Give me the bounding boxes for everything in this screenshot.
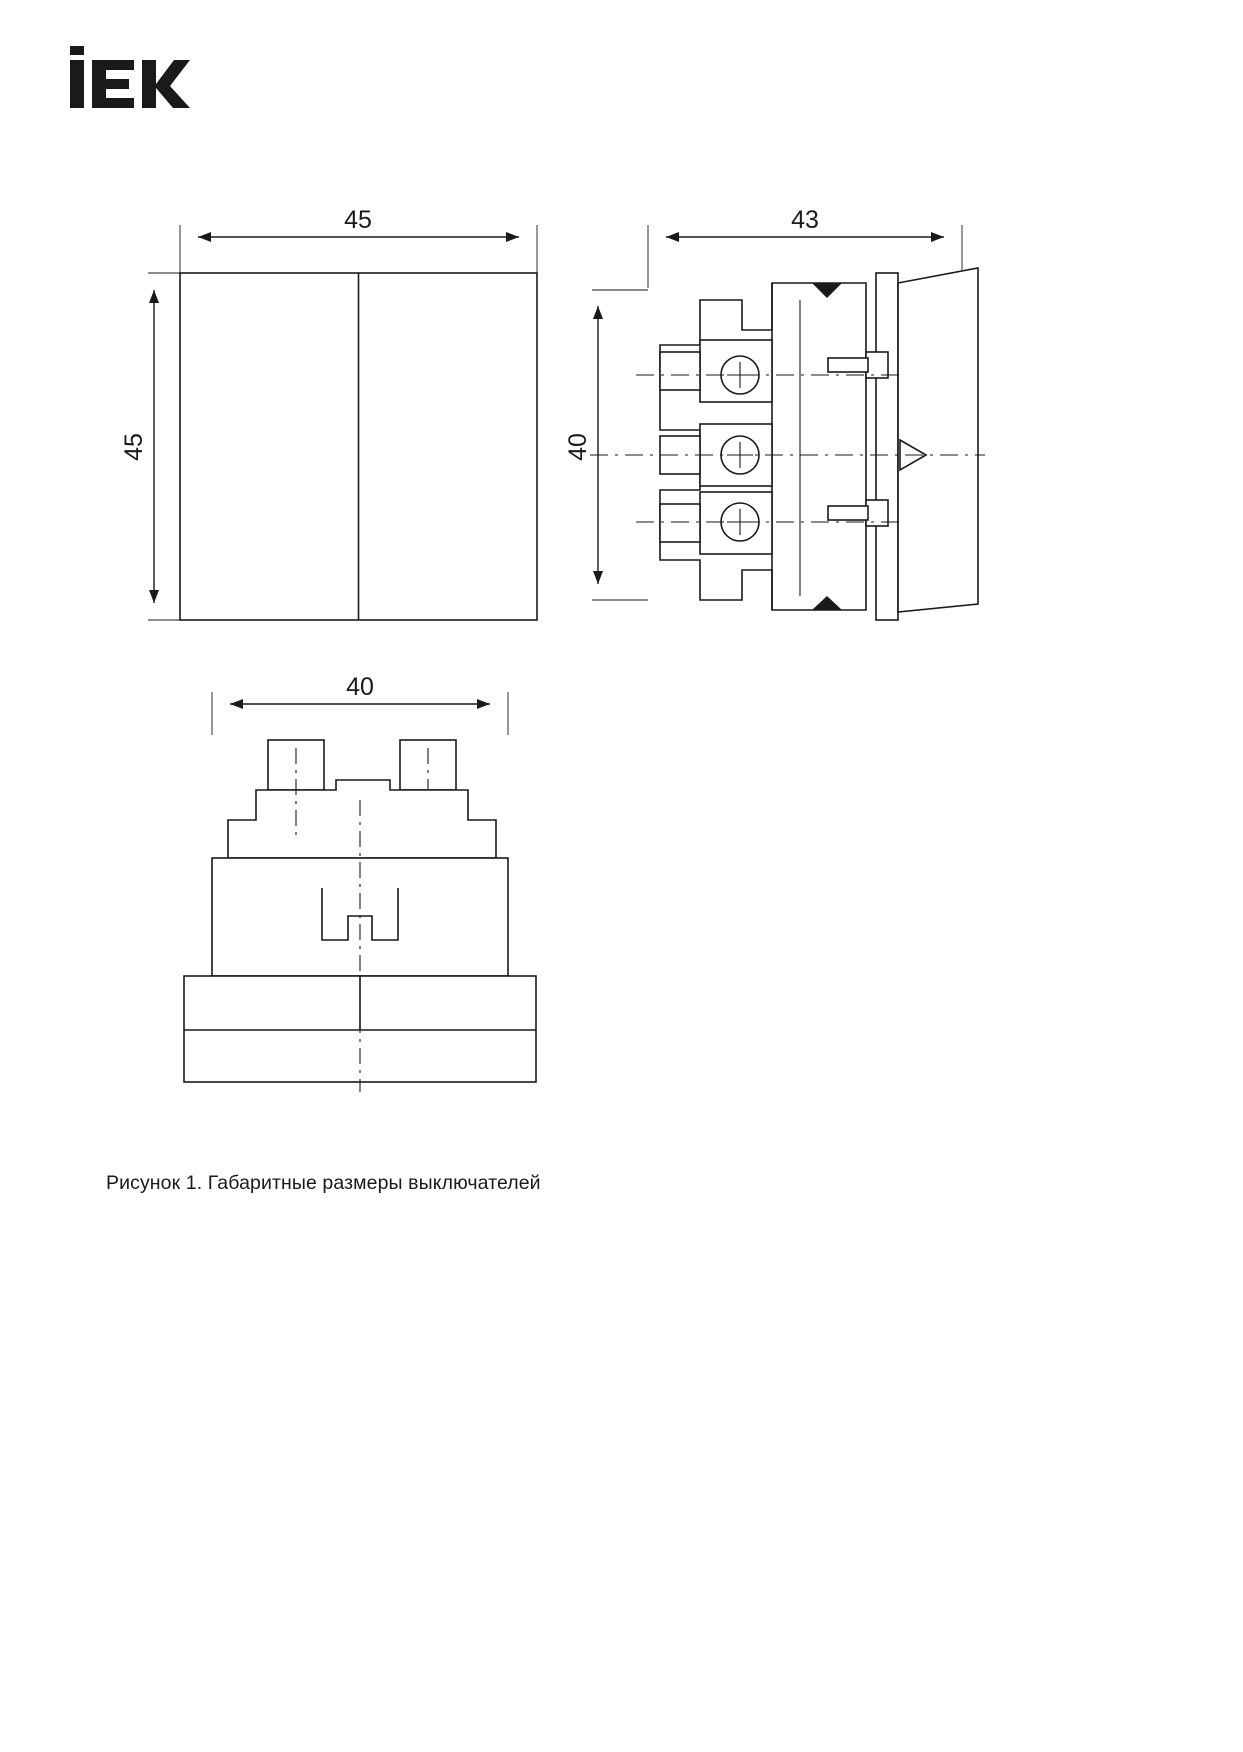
dim-side-height: 40 — [564, 433, 592, 461]
dim-front-height: 45 — [120, 433, 148, 461]
side-view — [590, 225, 985, 620]
rear-view — [184, 692, 536, 1092]
figure-caption: Рисунок 1. Габаритные размеры выключателей — [106, 1172, 541, 1194]
dim-rear-width: 40 — [346, 673, 374, 701]
dim-side-depth: 43 — [791, 206, 819, 234]
dim-front-width: 45 — [344, 206, 372, 234]
front-view — [148, 225, 537, 620]
